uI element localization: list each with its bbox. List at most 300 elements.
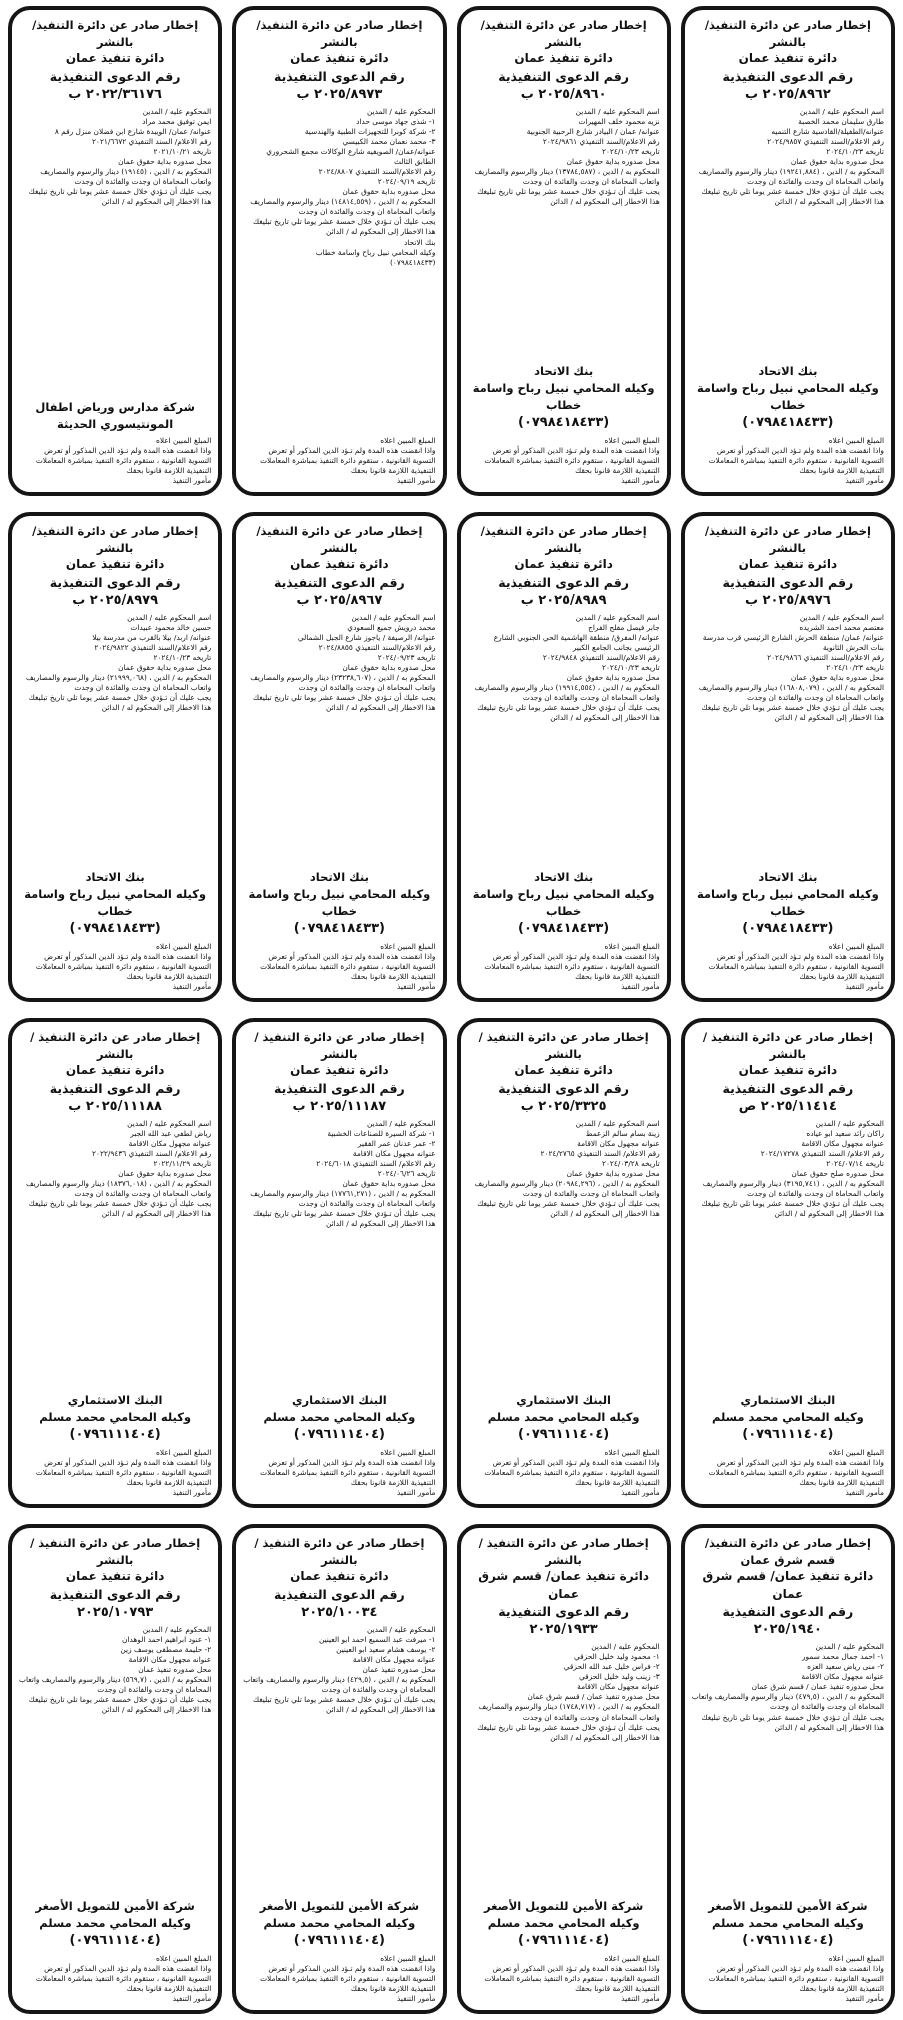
notice-footer <box>19 1954 211 2004</box>
notice-header-line: رقم الدعوى التنفيذية <box>498 1604 629 1620</box>
notice-body-line: عنوانه مجهول مكان الاقامة <box>128 1138 212 1148</box>
notice-card <box>8 512 222 1002</box>
notice-body-line: عنوانه مجهول مكان الاقامة <box>577 1138 660 1148</box>
notice-header-line: إخطار صادر عن دائرة التنفيذ/ بالنشر <box>32 18 199 49</box>
notice-body <box>468 613 660 865</box>
notice-body-line: تاريخه ٢٠٢٤/١٠/٢٣ <box>826 146 884 156</box>
notice-header-line: رقم الدعوى التنفيذية <box>722 1080 854 1096</box>
notice-body-line: تاريخه ٢٠٢٤/٠٧/١٤ <box>826 1158 884 1168</box>
notice-header-line: دائرة تنفيذ عمان <box>738 557 838 572</box>
notice-body <box>243 613 435 865</box>
notice-body-line: المحكوم به / الدين ، (١٦٨٠٨,٠٧٩) دينار والرسوم والمصاريف واتعاب المحاماة ان وجدت والفائدة ان وجدت <box>698 683 884 703</box>
notice-header-line: إخطار صادر عن دائرة التنفيذ / بالنشر <box>254 1030 425 1061</box>
notice-card <box>8 6 222 496</box>
case-number: ٢٠٢٥/١٩٣٣ <box>529 1622 598 1638</box>
notice-body-line: يجب عليك أن تـؤدي خلال خمسة عشر يوما تلي تاريخ تبليغك هذا الاخطار إلى المحكوم له / الدائن <box>28 187 212 207</box>
notice-card <box>457 1018 671 1508</box>
notice-body-line: عنوانه مجهول مكان الاقامة <box>577 1682 660 1692</box>
notice-body-line: رقم الاعلام/ السند التنفيذي ٢٠٢٤/٦٠١٨ <box>316 1158 436 1168</box>
case-number: ٢٠٢٥/١٠٠٣٤ <box>301 1604 378 1620</box>
notice-body-line: يجب عليك أن تـؤدي خلال خمسة عشر يوما تلي تاريخ تبليغك هذا الاخطار إلى المحكوم له / الدائن <box>477 1722 660 1742</box>
notice-body-line: ١- عنود ابراهيم احمد الوهدان <box>122 1634 212 1644</box>
lawyer-name: وكيله المحامي محمد مسلم <box>711 1409 864 1424</box>
creditor-name: بنك الاتحاد <box>534 364 594 379</box>
notice-body-line: ١- محمود وليد خليل الحزقي <box>573 1652 660 1662</box>
notice-body <box>692 107 884 359</box>
notice-body-line: رقم الاعلام/السند التنفيذي ٢٠٢٤/٩٨٢٢ <box>94 642 212 652</box>
notice-header-line: إخطار صادر عن دائرة التنفيذ/ بالنشر <box>480 524 647 555</box>
notice-header-line: دائرة تنفيذ عمان <box>738 51 838 66</box>
notice-body-line: اسم المحكوم عليه / المدين <box>127 1118 212 1128</box>
notice-body-line: ١- شركة السيرة للصناعات الخشبية <box>327 1128 436 1138</box>
lawyer-phone: (٠٧٩٨٤١٨٤٣٣) <box>742 921 834 937</box>
notice-body-line: رقم الاعلام/السند التنفيذي ٢٠٢٤/٨٨٥٥ <box>318 642 436 652</box>
notice-footer <box>19 436 211 486</box>
notice-body-line: المحكوم به / الدين ، (١٤٨١٤,٥٥٩) دينار والرسوم والمصاريف واتعاب المحاماة ان وجدت والفائدة ان وجدت <box>250 197 436 217</box>
case-number: ٢٠٢٥/٨٩٦٧ ب <box>296 592 383 608</box>
notice-body-line: عنوانه/ عمان / البيادر شارع الرحبية الجنوبية <box>526 126 660 136</box>
lawyer-name: وكيله المحامي محمد مسلم <box>487 1409 640 1424</box>
notice-body-line: المحكوم به / الدين ، (١٩٢٤١,٨٨٤) دينار والرسوم والمصاريف واتعاب المحاماة ان وجدت والفائدة ان وجدت <box>698 167 884 187</box>
notice-body-line: يجب عليك أن تـؤدي خلال خمسة عشر يوما تلي تاريخ تبليغك هذا الاخطار إلى المحكوم له / الدائن <box>701 187 884 207</box>
notice-body-line: المحكوم عليه / المدين <box>366 1624 436 1634</box>
notice-body-line: محل صدوره بداية حقوق عمان <box>790 157 884 167</box>
notice-body <box>692 1642 884 1894</box>
notice-header-line: رقم الدعوى التنفيذية <box>274 68 405 84</box>
lawyer-phone: (٠٧٩٦١١١٤٠٤) <box>742 1427 834 1443</box>
notice-body-line: المحكوم به / الدين ، (١٨٣٧٦,٠١٨) دينار والرسوم والمصاريف واتعاب المحاماة ان وجدت والفائدة ان وجدت <box>25 1179 212 1199</box>
notice-footer-line: المبلغ المبين اعلاه <box>380 941 436 951</box>
notice-body-line: عنوانه مجهول مكان الاقامة <box>352 1148 436 1158</box>
notice-header-line: إخطار صادر عن دائرة التنفيذ/ قسم شرق عمان <box>704 1536 871 1567</box>
notice-body-line: تاريخه ٢٠٢٤/٠٩/١٩ <box>377 177 436 187</box>
notice-body-line: محل صدوره بداية حقوق عمان <box>342 663 436 673</box>
notice-footer-line: المبلغ المبين اعلاه <box>828 941 884 951</box>
case-number: ٢٠٢٥/٨٩٦٢ ب <box>744 86 831 102</box>
notice-body-line: تاريخه ٢٠٢٤/١٠/٢٣ <box>826 663 884 673</box>
notice-body-line: ١- احمد جمال محمد سمور <box>801 1652 884 1662</box>
notice-body-line: زينة بسام سالم الزعمط <box>585 1128 660 1138</box>
notice-body-line: اسم المحكوم عليه / المدين <box>799 612 884 622</box>
notice-body-line: محل صدوره بداية حقوق عمان <box>566 1169 660 1179</box>
notice-footer-line: واذا انقضت هذه المدة ولم تـؤد الدين المذكور أو تعرض التسوية القانونية ، ستقوم دائرة التنفيذ بمباشرة المعاملات التنفيذية اللازمة قانونا بحقك <box>484 1963 660 1993</box>
notice-body-line: وكيله المحامي نبيل رباح واسامة خطاب <box>315 247 436 257</box>
notice-body-line: محل صدوره بداية حقوق عمان <box>790 673 884 683</box>
notice-header-line: رقم الدعوى التنفيذية <box>722 1604 854 1620</box>
notice-body-line: تاريخه ٢٠٢٤/١٠/٢٣ <box>153 652 212 662</box>
notice-body-line: المحكوم به / الدين ، (٤٢٩,٥) دينار والرسوم والمصاريف واتعاب المحاماة ان وجدت والفائدة ان وجدت <box>243 1675 436 1695</box>
notice-footer <box>692 1448 884 1498</box>
notice-body-line: يجب عليك أن تـؤدي خلال خمسة عشر يوما تلي تاريخ تبليغك هذا الاخطار إلى المحكوم له / الدائن <box>28 1199 212 1219</box>
notice-body-line: محل صدوره تنفيذ عمان <box>362 1664 436 1674</box>
notice-header-line: رقم الدعوى التنفيذية <box>274 1080 405 1096</box>
notice-header-line: رقم الدعوى التنفيذية <box>722 574 854 590</box>
notice-footer-line: واذا انقضت هذه المدة ولم تـؤد الدين المذكور أو تعرض التسوية القانونية ، ستقوم دائرة التنفيذ بمباشرة المعاملات التنفيذية اللازمة قانونا بحقك <box>260 951 436 981</box>
notice-footer-line: واذا انقضت هذه المدة ولم تـؤد الدين المذكور أو تعرض التسوية القانونية ، ستقوم دائرة التنفيذ بمباشرة المعاملات التنفيذية اللازمة قانونا بحقك <box>260 1963 436 1993</box>
notice-body <box>19 107 211 396</box>
notice-body-line: المحكوم به / الدين ، (١٣٧٨٤,٥٨٧) دينار والرسوم والمصاريف واتعاب المحاماة ان وجدت والفائدة ان وجدت <box>474 167 660 187</box>
notice-body-line: محل صدوره بداية حقوق عمان <box>342 187 436 197</box>
notice-footer-line: واذا انقضت هذه المدة ولم تـؤد الدين المذكور أو تعرض التسوية القانونية ، ستقوم دائرة التنفيذ بمباشرة المعاملات التنفيذية اللازمة قانونا بحقك <box>35 951 212 981</box>
notice-body-line: معتصم محمد احمد الشريده <box>799 622 884 632</box>
notice-header-line: دائرة تنفيذ عمان <box>290 51 389 66</box>
notice-header-line: إخطار صادر عن دائرة التنفيذ / بالنشر <box>254 1536 425 1567</box>
notice-header-line: دائرة تنفيذ عمان/ قسم شرق عمان <box>702 1569 874 1601</box>
notice-body-line: ١- ميرفت عبد السميع احمد ابو العينين <box>318 1634 436 1644</box>
notice-card <box>232 512 446 1002</box>
notice-body-line: عنوانه مجهول مكان الاقامة <box>801 1672 884 1682</box>
notice-body-line: المحكوم عليه / المدين <box>366 106 436 116</box>
notice-header-line: دائرة تنفيذ عمان <box>290 557 389 572</box>
notice-body <box>19 613 211 865</box>
creditor-name: شركة الأمين للتمويل الأصغر <box>259 1898 420 1913</box>
notice-footer-line: مأمور التنفيذ <box>621 475 660 485</box>
notice-card <box>457 1524 671 2014</box>
notice-footer-line: واذا انقضت هذه المدة ولم تـؤد الدين المذكور أو تعرض التسوية القانونية ، ستقوم دائرة التنفيذ بمباشرة المعاملات التنفيذية اللازمة قانونا بحقك <box>484 1457 660 1487</box>
notice-body-line: تاريخه ٢٠٢٢/١١/٢٩ <box>153 1158 212 1168</box>
notice-header-line: دائرة تنفيذ عمان <box>65 557 165 572</box>
notice-header-line: دائرة تنفيذ عمان <box>65 1063 165 1078</box>
notice-body-line: عنوانه مجهول مكان الاقامة <box>352 1654 436 1664</box>
notice-footer-line: مأمور التنفيذ <box>845 1487 884 1497</box>
notice-footer-line: واذا انقضت هذه المدة ولم تـؤد الدين المذكور أو تعرض التسوية القانونية ، ستقوم دائرة التنفيذ بمباشرة المعاملات التنفيذية اللازمة قانونا بحقك <box>35 1963 212 1993</box>
notice-body-line: عنوانه مجهول مكان الاقامة <box>128 1654 212 1664</box>
notice-footer <box>692 1954 884 2004</box>
notice-footer <box>468 436 660 486</box>
notice-body-line: المحكوم به / الدين ، (٢٠٩٨٤,٢٩٦) دينار والرسوم والمصاريف واتعاب المحاماة ان وجدت والفائدة ان وجدت <box>474 1179 660 1199</box>
notice-footer-line: المبلغ المبين اعلاه <box>155 941 212 951</box>
notice-body-line: رقم الاعلام/ السند التنفيذي ٢٠٢٢/٩٤٣٦ <box>92 1148 212 1158</box>
notice-body-line: المحكوم عليه / المدين <box>815 1118 884 1128</box>
notice-body-line: اسم المحكوم عليه / المدين <box>127 612 212 622</box>
notice-footer-line: المبلغ المبين اعلاه <box>155 1447 212 1457</box>
lawyer-name: وكيله المحامي نبيل رباح واسامة خطاب <box>472 380 655 412</box>
notice-footer <box>692 436 884 486</box>
notice-footer-line: مأمور التنفيذ <box>172 1993 212 2003</box>
notice-body-line: المحكوم به / الدين ، (١٧٧٦١,٢٧١) دينار والرسوم والمصاريف واتعاب المحاماة ان وجدت والفائدة ان وجدت <box>250 1189 436 1209</box>
notice-footer-line: المبلغ المبين اعلاه <box>604 1447 660 1457</box>
notice-body-line: اسم المحكوم عليه / المدين <box>575 612 660 622</box>
notice-footer-line: واذا انقضت هذه المدة ولم تـؤد الدين المذكور أو تعرض التسوية القانونية ، ستقوم دائرة التنفيذ بمباشرة المعاملات التنفيذية اللازمة قانونا بحقك <box>35 1457 212 1487</box>
lawyer-name: وكيله المحامي نبيل رباح واسامة خطاب <box>248 886 431 918</box>
notice-body-line: محل صدوره تنفيذ عمان <box>138 1664 212 1674</box>
notice-header-line: دائرة تنفيذ عمان <box>738 1063 838 1078</box>
case-number: ٢٠٢٥/١١١٨٧ ب <box>292 1098 387 1114</box>
notice-body-line: محل صدوره بداية حقوق عمان <box>342 1179 436 1189</box>
notice-footer-line: واذا انقضت هذه المدة ولم تـؤد الدين المذكور أو تعرض التسوية القانونية ، ستقوم دائرة التنفيذ بمباشرة المعاملات التنفيذية اللازمة قانونا بحقك <box>708 1457 884 1487</box>
notice-body-line: اسم المحكوم عليه / المدين <box>799 106 884 116</box>
notice-body-line: جابر فيصل مفلح الفراج <box>588 622 660 632</box>
case-number: ٢٠٢٥/٨٩٧٦ ب <box>744 592 831 608</box>
lawyer-name: وكيله المحامي محمد مسلم <box>711 1915 864 1930</box>
lawyer-phone: (٠٧٩٦١١١٤٠٤) <box>517 1427 610 1443</box>
notice-body-line: المحكوم عليه / المدين <box>142 106 212 116</box>
notice-footer <box>243 1448 435 1498</box>
notice-body-line: المحكوم به / الدين ، (٣١٩٥,٧٤١) دينار والرسوم والمصاريف واتعاب المحاماة ان وجدت والفائدة ان وجدت <box>702 1179 884 1199</box>
notice-body-line: المحكوم به / الدين ، (٥٦٩,٧) دينار والرسوم والمصاريف واتعاب المحاماة ان وجدت والفائدة ان وجدت <box>19 1675 212 1695</box>
lawyer-name: وكيله المحامي نبيل رباح واسامة خطاب <box>696 886 879 918</box>
notice-header-line: إخطار صادر عن دائرة التنفيذ / بالنشر <box>702 1030 873 1061</box>
notice-footer-line: المبلغ المبين اعلاه <box>828 1953 884 1963</box>
case-number: ٢٠٢٢/٣٦١٧٦ ب <box>68 86 162 102</box>
notice-footer-line: مأمور التنفيذ <box>396 1993 436 2003</box>
creditor-name: شركة الأمين للتمويل الأصغر <box>35 1898 195 1913</box>
notice-header-line: دائرة تنفيذ عمان <box>514 51 613 66</box>
notice-body-line: يجب عليك أن تـؤدي خلال خمسة عشر يوما تلي تاريخ تبليغك هذا الاخطار إلى المحكوم له / الدائن <box>252 693 436 713</box>
lawyer-phone: (٠٧٩٦١١١٤٠٤) <box>742 1933 834 1949</box>
notice-body-line: عنوانه/عمان/ الصويفيه شارع الوكالات مجمع الشحروري الطابق الثالث <box>266 146 436 167</box>
notice-body-line: اسم المحكوم عليه / المدين <box>575 106 660 116</box>
notice-footer-line: مأمور التنفيذ <box>845 1993 884 2003</box>
notice-body-line: يجب عليك أن تـؤدي خلال خمسة عشر يوما تلي تاريخ تبليغك هذا الاخطار إلى المحكوم له / الدائن <box>701 1199 884 1219</box>
notice-header-line: إخطار صادر عن دائرة التنفيذ/ بالنشر <box>32 524 199 555</box>
notice-footer-line: المبلغ المبين اعلاه <box>155 435 212 445</box>
notice-body-line: تاريخه ٢٠٢٤/٠٩/٢٣ <box>377 652 436 662</box>
lawyer-name: وكيله المحامي نبيل رباح واسامة خطاب <box>24 886 207 918</box>
notice-header-line: إخطار صادر عن دائرة التنفيذ/ بالنشر <box>256 524 423 555</box>
notice-body <box>19 1625 211 1894</box>
notice-card <box>457 512 671 1002</box>
notice-body-line: ٢- حليمة مصطفى يوسف زين <box>120 1644 212 1654</box>
notice-body-line: حسين خالد محمود عبيدات <box>130 622 212 632</box>
notice-body <box>243 107 435 433</box>
creditor-name: بنك الاتحاد <box>309 870 369 885</box>
notice-body-line: رقم الاعلام/السند التنفيذي ٢٠٢٤/٨٨٠٧ <box>318 167 436 177</box>
notice-body-line: رياض لطفي عبد الله الجبر <box>130 1128 212 1138</box>
notice-body <box>468 1642 660 1894</box>
notice-header-line: دائرة تنفيذ عمان <box>65 1569 165 1584</box>
notice-body <box>243 1119 435 1388</box>
notice-footer-line: مأمور التنفيذ <box>845 981 884 991</box>
notice-footer <box>468 1448 660 1498</box>
case-number: ٢٠٢٥/٨٩٧٣ ب <box>296 86 383 102</box>
lawyer-name: وكيله المحامي محمد مسلم <box>487 1915 640 1930</box>
notice-body-line: المحكوم به / الدين ، (٤٧٩,٥) دينار والرسوم والمصاريف واتعاب المحاماة ان وجدت والفائدة ان وجدت <box>691 1692 884 1712</box>
creditor-name: البنك الاستثماري <box>740 1392 836 1407</box>
notice-header-line: رقم الدعوى التنفيذية <box>498 68 629 84</box>
notice-header-line: رقم الدعوى التنفيذية <box>274 1586 405 1602</box>
notice-header-line: دائرة تنفيذ عمان <box>514 1063 613 1078</box>
notice-body-line: تاريخه ٢٠٢١/١٠/٢١ <box>153 146 212 156</box>
lawyer-name: وكيله المحامي محمد مسلم <box>263 1915 416 1930</box>
notice-body <box>692 1119 884 1388</box>
creditor-name: بنك الاتحاد <box>758 364 818 379</box>
notice-header-line: دائرة تنفيذ عمان/ قسم شرق عمان <box>478 1569 649 1601</box>
notice-footer-line: مأمور التنفيذ <box>621 1487 660 1497</box>
notice-footer-line: مأمور التنفيذ <box>845 475 884 485</box>
notice-header-line: إخطار صادر عن دائرة التنفيذ/ بالنشر <box>704 524 871 555</box>
notice-header-line: إخطار صادر عن دائرة التنفيذ / بالنشر <box>478 1536 649 1567</box>
notice-body-line: تاريخه ٢٠٢٤/١٠/٢٣ <box>601 146 660 156</box>
lawyer-phone: (٠٧٩٨٤١٨٤٣٣) <box>517 921 610 937</box>
notice-footer-line: المبلغ المبين اعلاه <box>380 1447 436 1457</box>
notice-body-line: تاريخه ٢٠٢٤/١٠/٢٣ <box>601 663 660 673</box>
notice-body-line: ٢- يوسف هشام سعيد ابو العينين <box>336 1644 436 1654</box>
creditor-name: البنك الاستثماري <box>67 1392 163 1407</box>
notice-body-line: ايمن توفيق محمد مراد <box>142 116 212 126</box>
notice-body-line: يجب عليك أن تـؤدي خلال خمسة عشر يوما تلي تاريخ تبليغك هذا الاخطار إلى المحكوم له / الدائن <box>28 1695 212 1715</box>
notice-footer-line: المبلغ المبين اعلاه <box>604 1953 660 1963</box>
notice-header-line: رقم الدعوى التنفيذية <box>498 1080 629 1096</box>
notice-body-line: رقم الاعلام/ السند التنفيذي ٢٠٢٤/٢٧٦٥ <box>540 1148 660 1158</box>
notice-body-line: المحكوم به / الدين ، (١٩٩١٤,٥٥٤) دينار والرسوم والمصاريف واتعاب المحاماة ان وجدت والفائدة ان وجدت <box>474 683 660 703</box>
notice-body-line: ٢- عمر عدنان عمر الفقير <box>357 1138 436 1148</box>
notice-body-line: محل صدوره بداية حقوق عمان <box>118 1169 212 1179</box>
case-number: ٢٠٢٥/١١٤١٤ ص <box>738 1098 837 1114</box>
notice-footer-line: واذا انقضت هذه المدة ولم تـؤد الدين المذكور أو تعرض التسوية القانونية ، ستقوم دائرة التنفيذ بمباشرة المعاملات التنفيذية اللازمة قانونا بحقك <box>260 445 436 475</box>
notice-body-line: المحكوم عليه / المدين <box>815 1642 884 1652</box>
creditor-name: بنك الاتحاد <box>534 870 594 885</box>
lawyer-name: وكيله المحامي نبيل رباح واسامة خطاب <box>472 886 655 918</box>
notice-card <box>681 6 895 496</box>
notice-header-line: دائرة تنفيذ عمان <box>514 557 613 572</box>
notice-card <box>8 1018 222 1508</box>
notice-footer <box>468 942 660 992</box>
notice-body-line: راكان رائد سعيد ابو عياده <box>806 1128 884 1138</box>
notice-header-line: رقم الدعوى التنفيذية <box>49 1080 181 1096</box>
notice-body <box>468 1119 660 1388</box>
notice-card <box>232 1018 446 1508</box>
notice-body <box>468 107 660 359</box>
notice-body-line: رقم الاعلام/السند التنفيذي ٢٠٢٤/٩٨٤٨ <box>542 652 660 662</box>
notice-card <box>457 6 671 496</box>
notice-header-line: رقم الدعوى التنفيذية <box>49 574 181 590</box>
notice-footer-line: المبلغ المبين اعلاه <box>828 435 884 445</box>
lawyer-name: وكيله المحامي محمد مسلم <box>39 1915 192 1930</box>
notice-card <box>681 1524 895 2014</box>
notice-body-line: المحكوم به / الدين ، (٢١٩٩٩,٠٦٨) دينار والرسوم والمصاريف واتعاب المحاماة ان وجدت والفائدة ان وجدت <box>25 673 212 693</box>
notice-card <box>8 1524 222 2014</box>
notice-footer-line: واذا انقضت هذه المدة ولم تـؤد الدين المذكور أو تعرض التسوية القانونية ، ستقوم دائرة التنفيذ بمباشرة المعاملات التنفيذية اللازمة قانونا بحقك <box>708 951 884 981</box>
notice-footer-line: المبلغ المبين اعلاه <box>155 1953 212 1963</box>
notice-body-line: رقم الاعلام/السند التنفيذي ٢٠٢٤/٩٨٦٦ <box>767 652 884 662</box>
notice-header-line: إخطار صادر عن دائرة التنفيذ/ بالنشر <box>704 18 871 49</box>
notice-header-line: إخطار صادر عن دائرة التنفيذ/ بالنشر <box>256 18 423 49</box>
notice-footer-line: مأمور التنفيذ <box>621 981 660 991</box>
notice-body-line: يجب عليك أن تـؤدي خلال خمسة عشر يوما تلي تاريخ تبليغك هذا الاخطار إلى المحكوم له / الدائن <box>701 1712 884 1732</box>
notice-body-line: يجب عليك أن تـؤدي خلال خمسة عشر يوما تلي تاريخ تبليغك هذا الاخطار إلى المحكوم له / الدائن <box>252 1695 436 1715</box>
notice-body-line: عنوانه/ اربد/ بيلا بالقرب من مدرسة بيلا <box>92 632 212 642</box>
notice-body-line: رقم الاعلام/السند التنفيذي ٢٠٢٤/٩٨٦١ <box>542 136 660 146</box>
notice-body-line: محل صدوره بداية حقوق عمان <box>566 673 660 683</box>
notice-body-line: يجب عليك أن تـؤدي خلال خمسة عشر يوما تلي تاريخ تبليغك هذا الاخطار إلى المحكوم له / الدائن <box>701 703 884 723</box>
lawyer-phone: (٠٧٩٦١١١٤٠٤) <box>517 1933 610 1949</box>
notice-body-line: يجب عليك أن تـؤدي خلال خمسة عشر يوما تلي تاريخ تبليغك هذا الاخطار إلى المحكوم له / الدائن <box>477 1199 660 1219</box>
notice-body-line: ٢- منى رياض سعيد العزه <box>807 1662 884 1672</box>
notice-body-line: يجب عليك أن تـؤدي خلال خمسة عشر يوما تلي تاريخ تبليغك هذا الاخطار إلى المحكوم له / الدائن <box>252 1209 436 1229</box>
lawyer-phone: (٠٧٩٨٤١٨٤٣٣) <box>69 921 161 937</box>
notice-footer-line: واذا انقضت هذه المدة ولم تـؤد الدين المذكور أو تعرض التسوية القانونية ، ستقوم دائرة التنفيذ بمباشرة المعاملات التنفيذية اللازمة قانونا بحقك <box>260 1457 436 1487</box>
notice-body-line: عنوانه/ عمان/ منطقة الحرش الشارع الرئيسي قرب مدرسة بنات الحرش الثانوية <box>702 632 884 652</box>
creditor-name: شركة الأمين للتمويل الأصغر <box>708 1898 868 1913</box>
lawyer-phone: (٠٧٩٦١١١٤٠٤) <box>69 1427 161 1443</box>
notice-footer <box>19 942 211 992</box>
creditor-name: البنك الاستثماري <box>291 1392 387 1407</box>
notice-body-line: يجب عليك أن تـؤدي خلال خمسة عشر يوما تلي تاريخ تبليغك هذا الاخطار إلى المحكوم له / الدائن <box>28 693 212 713</box>
case-number: ٢٠٢٥/١٠٧٩٣ <box>77 1604 154 1620</box>
notice-footer <box>468 1954 660 2004</box>
notice-body-line: طارق سليمان محمد الخصبة <box>798 116 884 126</box>
notice-body-line: ٢- فراس خليل عبد الله الحزقي <box>563 1662 660 1672</box>
lawyer-phone: (٠٧٩٦١١١٤٠٤) <box>293 1933 385 1949</box>
notice-body-line: المحكوم به / الدين ، (١٩١٤٥) دينار والرسوم والمصاريف واتعاب المحاماة ان وجدت والفائدة ان وجدت <box>40 167 212 187</box>
notice-footer-line: المبلغ المبين اعلاه <box>380 1953 436 1963</box>
notice-header-line: دائرة تنفيذ عمان <box>290 1569 389 1584</box>
notice-header-line: إخطار صادر عن دائرة التنفيذ / بالنشر <box>30 1536 201 1567</box>
notice-body-line: يجب عليك أن تـؤدي خلال خمسة عشر يوما تلي تاريخ تبليغك هذا الاخطار إلى المحكوم له / الدائن <box>477 703 660 723</box>
notice-body-line: اسم المحكوم عليه / المدين <box>351 612 436 622</box>
notice-body-line: رقم الاعلام/ السند التنفيذي ٢٠٢٤/١٧٢٧٨ <box>760 1148 884 1158</box>
notices-grid <box>8 6 895 2014</box>
notice-body-line: محل صدوره بداية حقوق عمان <box>118 157 212 167</box>
notice-footer-line: مأمور التنفيذ <box>621 1993 660 2003</box>
notice-header-line: رقم الدعوى التنفيذية <box>49 68 181 84</box>
case-number: ٢٠٢٥/٨٩٧٩ ب <box>72 592 159 608</box>
notice-body-line: عنوانه/ عمان/ الويبدة شارع ابن فضلان منزل رقم ٨ <box>54 126 212 136</box>
notice-body-line: محمد درويش جميع السعودي <box>347 622 436 632</box>
lawyer-phone: (٠٧٩٨٤١٨٤٣٣) <box>517 415 610 431</box>
notice-body-line: محل صدوره بداية حقوق عمان <box>566 157 660 167</box>
lawyer-phone: (٠٧٩٨٤١٨٤٣٣) <box>293 921 385 937</box>
notice-body-line: المحكوم عليه / المدين <box>366 1118 436 1128</box>
notice-body <box>692 613 884 865</box>
notice-footer-line: المبلغ المبين اعلاه <box>604 941 660 951</box>
notice-header-line: إخطار صادر عن دائرة التنفيذ / بالنشر <box>478 1030 649 1061</box>
notice-body-line: اسم المحكوم عليه / المدين <box>575 1118 660 1128</box>
notice-body-line: عنوانه مجهول مكان الاقامة <box>801 1138 884 1148</box>
notice-footer <box>243 1954 435 2004</box>
notice-body-line: المحكوم عليه / المدين <box>142 1624 212 1634</box>
case-number: ٢٠٢٥/٨٩٦٠ ب <box>520 86 607 102</box>
notice-body-line: رقم الاعلام/السند التنفيذي ٢٠٢٤/٩٨٥٧ <box>767 136 884 146</box>
notice-card <box>681 512 895 1002</box>
notice-body-line: محل صدوره بداية حقوق عمان <box>118 663 212 673</box>
notice-body-line: ١- شذى جهاد موسى حداد <box>356 116 436 126</box>
case-number: ٢٠٢٥/٨٩٨٩ ب <box>520 592 607 608</box>
notice-footer-line: المبلغ المبين اعلاه <box>604 435 660 445</box>
creditor-name: بنك الاتحاد <box>85 870 145 885</box>
notice-body <box>243 1625 435 1894</box>
notice-body-line: ٣- محمد نعمان محمد الكبيسي <box>342 136 436 146</box>
notice-body-line: تاريخه ٢٠٢٤/٠٦/٢٦ <box>377 1169 436 1179</box>
notice-body-line: عنوانه/الطفيلة/القادسية شارع التنميه <box>771 126 884 136</box>
notice-body-line: عنوانه/ الرصيفة / ياجوز شارع الجبل الشمالي <box>297 632 436 642</box>
notice-footer-line: واذا انقضت هذه المدة ولم تـؤد الدين المذكور أو تعرض التسوية القانونية ، ستقوم دائرة التنفيذ بمباشرة المعاملات التنفيذية اللازمة قانونا بحقك <box>708 1963 884 1993</box>
creditor-name: شركة مدارس ورياض اطفال المونتيسوري الحديثة <box>35 400 195 432</box>
notice-footer <box>692 942 884 992</box>
notice-footer-line: مأمور التنفيذ <box>172 475 212 485</box>
notice-body-line: المحكوم عليه / المدين <box>591 1642 660 1652</box>
case-number: ٢٠٢٥/٣٣٢٥ ب <box>520 1098 607 1114</box>
lawyer-phone: (٠٧٩٨٤١٨٤٣٣) <box>742 415 834 431</box>
notice-header-line: رقم الدعوى التنفيذية <box>498 574 629 590</box>
notice-body-line: محل صدوره تنفيذ عمان / قسم شرق عمان <box>527 1692 660 1702</box>
lawyer-name: وكيله المحامي نبيل رباح واسامة خطاب <box>696 380 879 412</box>
notice-footer <box>243 436 435 486</box>
case-number: ٢٠٢٥/١٩٤٠ <box>753 1622 822 1638</box>
notice-body-line: ٢- شركة كوبرا للتجهيزات الطبية والهندسية <box>304 126 436 136</box>
notice-header-line: إخطار صادر عن دائرة التنفيذ / بالنشر <box>30 1030 201 1061</box>
lawyer-phone: (٠٧٩٦١١١٤٠٤) <box>293 1427 385 1443</box>
notice-footer-line: واذا انقضت هذه المدة ولم تـؤد الدين المذكور أو تعرض التسوية القانونية ، ستقوم دائرة التنفيذ بمباشرة المعاملات التنفيذية اللازمة قانونا بحقك <box>484 445 660 475</box>
notice-body-line: نزيه محمود خلف المهيرات <box>578 116 660 126</box>
creditor-name: بنك الاتحاد <box>758 870 818 885</box>
notice-body-line: المحكوم به / الدين ، (١٧٤٨,٧١٧) دينار والرسوم والمصاريف واتعاب المحاماة ان وجدت والفائدة ان وجدت <box>478 1702 660 1722</box>
notice-footer <box>243 942 435 992</box>
notice-body-line: تاريخه ٢٠٢٤/٠٣/٢٨ <box>601 1158 660 1168</box>
notice-body <box>19 1119 211 1388</box>
lawyer-phone: (٠٧٩٦١١١٤٠٤) <box>69 1933 161 1949</box>
